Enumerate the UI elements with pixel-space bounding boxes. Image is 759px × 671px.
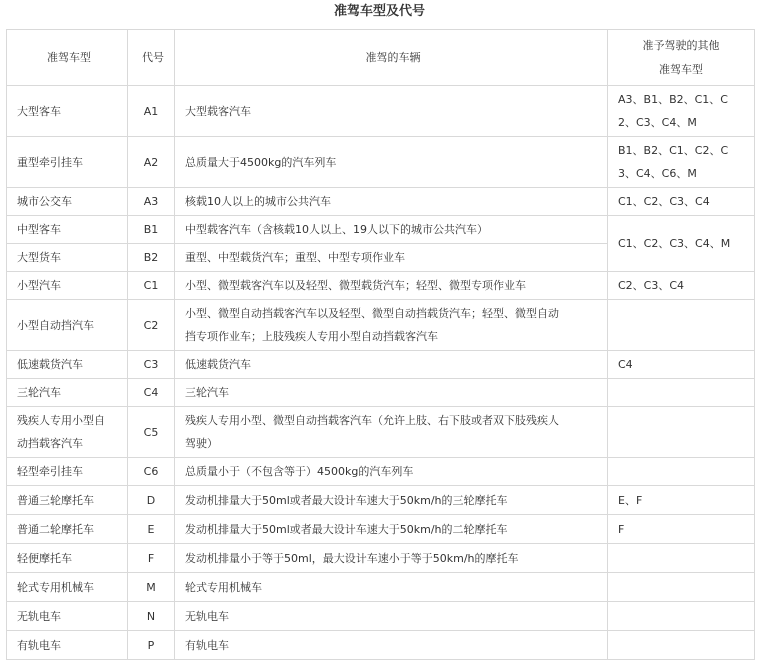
cell-code: N <box>128 602 175 631</box>
page-title: 准驾车型及代号 <box>333 4 425 19</box>
cell-vehicles <box>175 407 608 458</box>
cell-others-line1: B1、B2、C1、C2、C <box>618 144 729 157</box>
table-row <box>7 300 755 351</box>
cell-type: 低速载货汽车 <box>7 351 128 379</box>
cell-others: C2、C3、C4 <box>608 272 755 300</box>
cell-others: F <box>608 515 755 544</box>
cell-code: D <box>128 486 175 515</box>
table-row <box>7 486 755 515</box>
table-row <box>7 631 755 660</box>
cell-code: C2 <box>128 300 175 351</box>
cell-code: C3 <box>128 351 175 379</box>
cell-code: B2 <box>128 244 175 272</box>
cell-others: E、F <box>608 486 755 515</box>
table-row <box>7 544 755 573</box>
cell-others <box>608 300 755 351</box>
table-row <box>7 188 755 216</box>
table-row <box>7 458 755 486</box>
cell-others <box>608 407 755 458</box>
cell-vehicles: 重型、中型载货汽车；重型、中型专项作业车 <box>175 244 608 272</box>
table-row <box>7 602 755 631</box>
cell-others: C1、C2、C3、C4 <box>608 188 755 216</box>
cell-code: F <box>128 544 175 573</box>
table-row <box>7 573 755 602</box>
cell-others <box>608 86 755 137</box>
cell-others <box>608 458 755 486</box>
cell-vehicles: 发动机排量大于50ml或者最大设计车速大于50km/h的三轮摩托车 <box>175 486 608 515</box>
cell-vehicles <box>175 300 608 351</box>
cell-code: C1 <box>128 272 175 300</box>
cell-vehicles: 中型载客汽车（含核载10人以上、19人以下的城市公共汽车） <box>175 216 608 244</box>
cell-type: 中型客车 <box>7 216 128 244</box>
cell-vehicles: 大型载客汽车 <box>175 86 608 137</box>
cell-type: 有轨电车 <box>7 631 128 660</box>
cell-code: B1 <box>128 216 175 244</box>
table-row <box>7 272 755 300</box>
table-row <box>7 407 755 458</box>
cell-vehicles: 无轨电车 <box>175 602 608 631</box>
cell-code: A3 <box>128 188 175 216</box>
header-others <box>608 30 755 86</box>
cell-others <box>608 631 755 660</box>
table-row <box>7 515 755 544</box>
cell-type: 三轮汽车 <box>7 379 128 407</box>
cell-vehicles: 小型、微型载客汽车以及轻型、微型载货汽车；轻型、微型专项作业车 <box>175 272 608 300</box>
cell-others-line1: A3、B1、B2、C1、C <box>618 93 728 106</box>
cell-type: 大型客车 <box>7 86 128 137</box>
cell-type-line2: 动挡载客汽车 <box>17 437 83 450</box>
cell-type: 大型货车 <box>7 244 128 272</box>
cell-others <box>608 137 755 188</box>
cell-vehicles: 核载10人以上的城市公共汽车 <box>175 188 608 216</box>
cell-code: E <box>128 515 175 544</box>
header-vehicles: 准驾的车辆 <box>175 30 608 86</box>
cell-code: M <box>128 573 175 602</box>
cell-type: 重型牵引挂车 <box>7 137 128 188</box>
cell-code: C6 <box>128 458 175 486</box>
cell-others: C4 <box>608 351 755 379</box>
cell-vehicles: 有轨电车 <box>175 631 608 660</box>
cell-type: 小型汽车 <box>7 272 128 300</box>
cell-code: C4 <box>128 379 175 407</box>
cell-others <box>608 544 755 573</box>
table-row <box>7 379 755 407</box>
cell-vehicles: 总质量大于4500kg的汽车列车 <box>175 137 608 188</box>
cell-vehicles: 低速载货汽车 <box>175 351 608 379</box>
cell-vehicles-line1: 残疾人专用小型、微型自动挡载客汽车（允许上肢、右下肢或者双下肢残疾人 <box>185 414 559 427</box>
cell-vehicles: 发动机排量小于等于50ml，最大设计车速小于等于50km/h的摩托车 <box>175 544 608 573</box>
header-others-line1: 准予驾驶的其他 <box>642 38 720 52</box>
license-type-table <box>6 29 755 660</box>
cell-type: 轻便摩托车 <box>7 544 128 573</box>
cell-vehicles: 轮式专用机械车 <box>175 573 608 602</box>
cell-type: 城市公交车 <box>7 188 128 216</box>
cell-type: 普通三轮摩托车 <box>7 486 128 515</box>
cell-others <box>608 602 755 631</box>
cell-type: 小型自动挡汽车 <box>7 300 128 351</box>
cell-others <box>608 379 755 407</box>
cell-type-line1: 残疾人专用小型自 <box>17 414 105 427</box>
table-row <box>7 86 755 137</box>
cell-others-line2: 3、C4、C6、M <box>618 167 697 180</box>
cell-vehicles: 总质量小于（不包含等于）4500kg的汽车列车 <box>175 458 608 486</box>
table-row <box>7 137 755 188</box>
header-others-line2: 准驾车型 <box>659 62 703 76</box>
cell-vehicles: 发动机排量大于50ml或者最大设计车速大于50km/h的二轮摩托车 <box>175 515 608 544</box>
table-header-row <box>7 30 755 86</box>
cell-type <box>7 407 128 458</box>
cell-others <box>608 573 755 602</box>
cell-vehicles-line1: 小型、微型自动挡载客汽车以及轻型、微型自动挡载货汽车；轻型、微型自动 <box>185 307 559 320</box>
cell-code: A1 <box>128 86 175 137</box>
cell-type: 普通二轮摩托车 <box>7 515 128 544</box>
header-code: 代号 <box>128 30 175 86</box>
table-row <box>7 351 755 379</box>
cell-code: C5 <box>128 407 175 458</box>
table-row <box>7 216 755 244</box>
cell-others: C1、C2、C3、C4、M <box>608 216 755 272</box>
cell-vehicles: 三轮汽车 <box>175 379 608 407</box>
cell-code: P <box>128 631 175 660</box>
cell-type: 无轨电车 <box>7 602 128 631</box>
cell-code: A2 <box>128 137 175 188</box>
cell-type: 轮式专用机械车 <box>7 573 128 602</box>
cell-vehicles-line2: 挡专项作业车；上肢残疾人专用小型自动挡载客汽车 <box>185 330 438 343</box>
cell-type: 轻型牵引挂车 <box>7 458 128 486</box>
cell-vehicles-line2: 驾驶） <box>185 437 218 450</box>
header-type: 准驾车型 <box>7 30 128 86</box>
cell-others-line2: 2、C3、C4、M <box>618 116 697 129</box>
